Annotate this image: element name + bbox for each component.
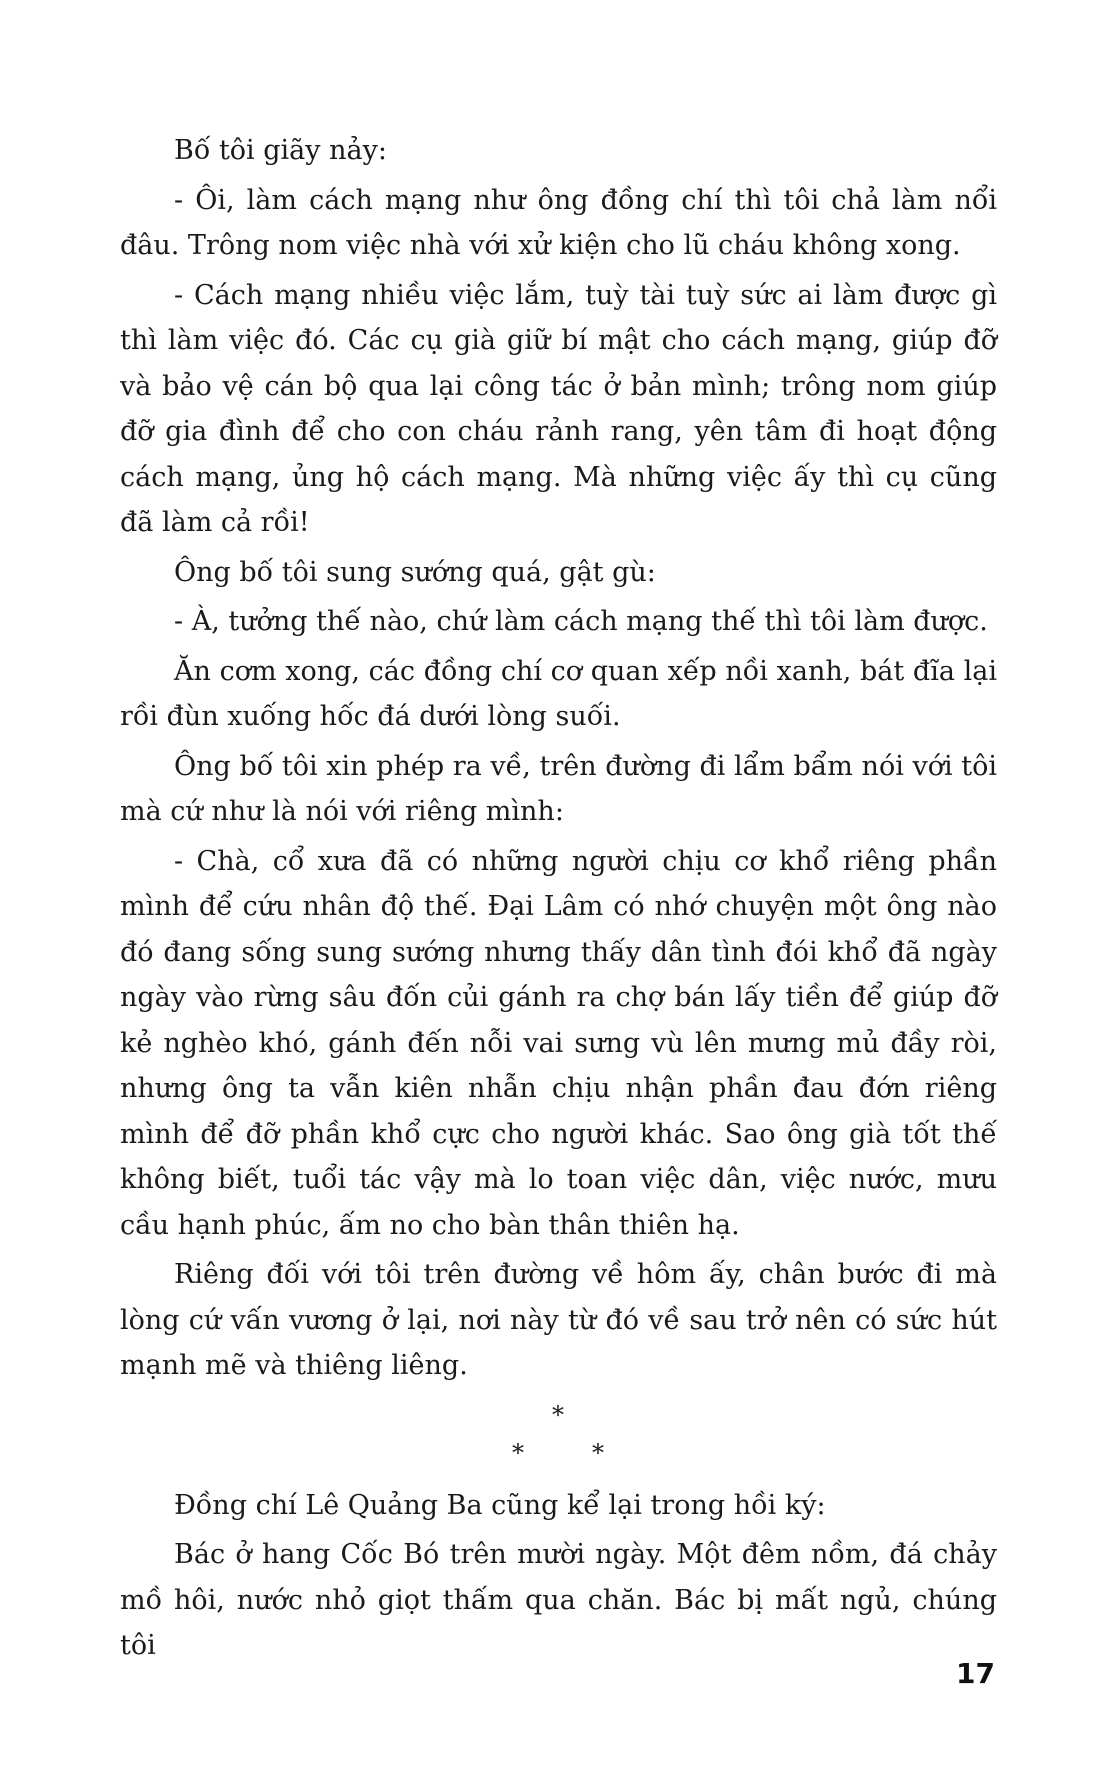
paragraph-9: Riêng đối với tôi trên đường về hôm ấy, chân bước đi mà lòng cứ vấn vương ở lại, nơi này từ đó về sau trở nên có sức hút mạnh mẽ và thiêng liêng. bbox=[120, 1259, 997, 1381]
paragraph-6: Ăn cơm xong, các đồng chí cơ quan xếp nồi xanh, bát đĩa lại rồi đùn xuống hốc đá dưới lòng suối. bbox=[120, 655, 997, 732]
paragraph-4: Ông bố tôi sung sướng quá, gật gù: bbox=[174, 556, 656, 588]
body-text bbox=[120, 128, 997, 1673]
separator-star-left: * bbox=[512, 1438, 524, 1467]
page-number: 17 bbox=[956, 1657, 995, 1690]
paragraph-11: Bác ở hang Cốc Bó trên mười ngày. Một đêm nồm, đá chảy mồ hôi, nước nhỏ giọt thấm qua chăn. Bác bị mất ngủ, chúng tôi bbox=[120, 1539, 997, 1661]
separator-star-right: * bbox=[592, 1438, 604, 1467]
separator-star-top: * bbox=[552, 1400, 564, 1429]
paragraph-5: - À, tưởng thế nào, chứ làm cách mạng thế thì tôi làm được. bbox=[174, 606, 988, 637]
section-separator bbox=[120, 1393, 997, 1477]
paragraph-10: Đồng chí Lê Quảng Ba cũng kể lại trong hồi ký: bbox=[174, 1489, 826, 1521]
paragraph-8: - Chà, cổ xưa đã có những người chịu cơ khổ riêng phần mình để cứu nhân độ thế. Đại Lâm có nhớ chuyện một ông nào đó đang sống sung sướng nhưng thấy dân tình đói khổ đã ngày ngày vào rừng sâu đốn củi gánh ra chợ bán lấy tiền để giúp đỡ kẻ nghèo khó, gánh đến nỗi vai sưng vù lên mưng mủ đầy ròi, nhưng ông ta vẫn kiên nhẫn chịu nhận phần đau đớn riêng mình để đỡ phần khổ cực cho người khác. Sao ông già tốt thế không biết, tuổi tác vậy mà lo toan việc dân, việc nước, mưu cầu hạnh phúc, ấm no cho bàn thân thiên hạ. bbox=[120, 845, 997, 1241]
paragraph-2: - Ôi, làm cách mạng như ông đồng chí thì tôi chả làm nổi đâu. Trông nom việc nhà với xử kiện cho lũ cháu không xong. bbox=[120, 184, 997, 261]
paragraph-1: Bố tôi giãy nảy: bbox=[174, 135, 387, 166]
paragraph-7: Ông bố tôi xin phép ra về, trên đường đi lẩm bẩm nói với tôi mà cứ như là nói với riêng mình: bbox=[120, 750, 997, 827]
paragraph-3: - Cách mạng nhiều việc lắm, tuỳ tài tuỳ sức ai làm được gì thì làm việc đó. Các cụ già giữ bí mật cho cách mạng, giúp đỡ và bảo vệ cán bộ qua lại công tác ở bản mình; trông nom giúp đỡ gia đình để cho con cháu rảnh rang, yên tâm đi hoạt động cách mạng, ủng hộ cách mạng. Mà những việc ấy thì cụ cũng đã làm cả rồi! bbox=[120, 279, 997, 538]
